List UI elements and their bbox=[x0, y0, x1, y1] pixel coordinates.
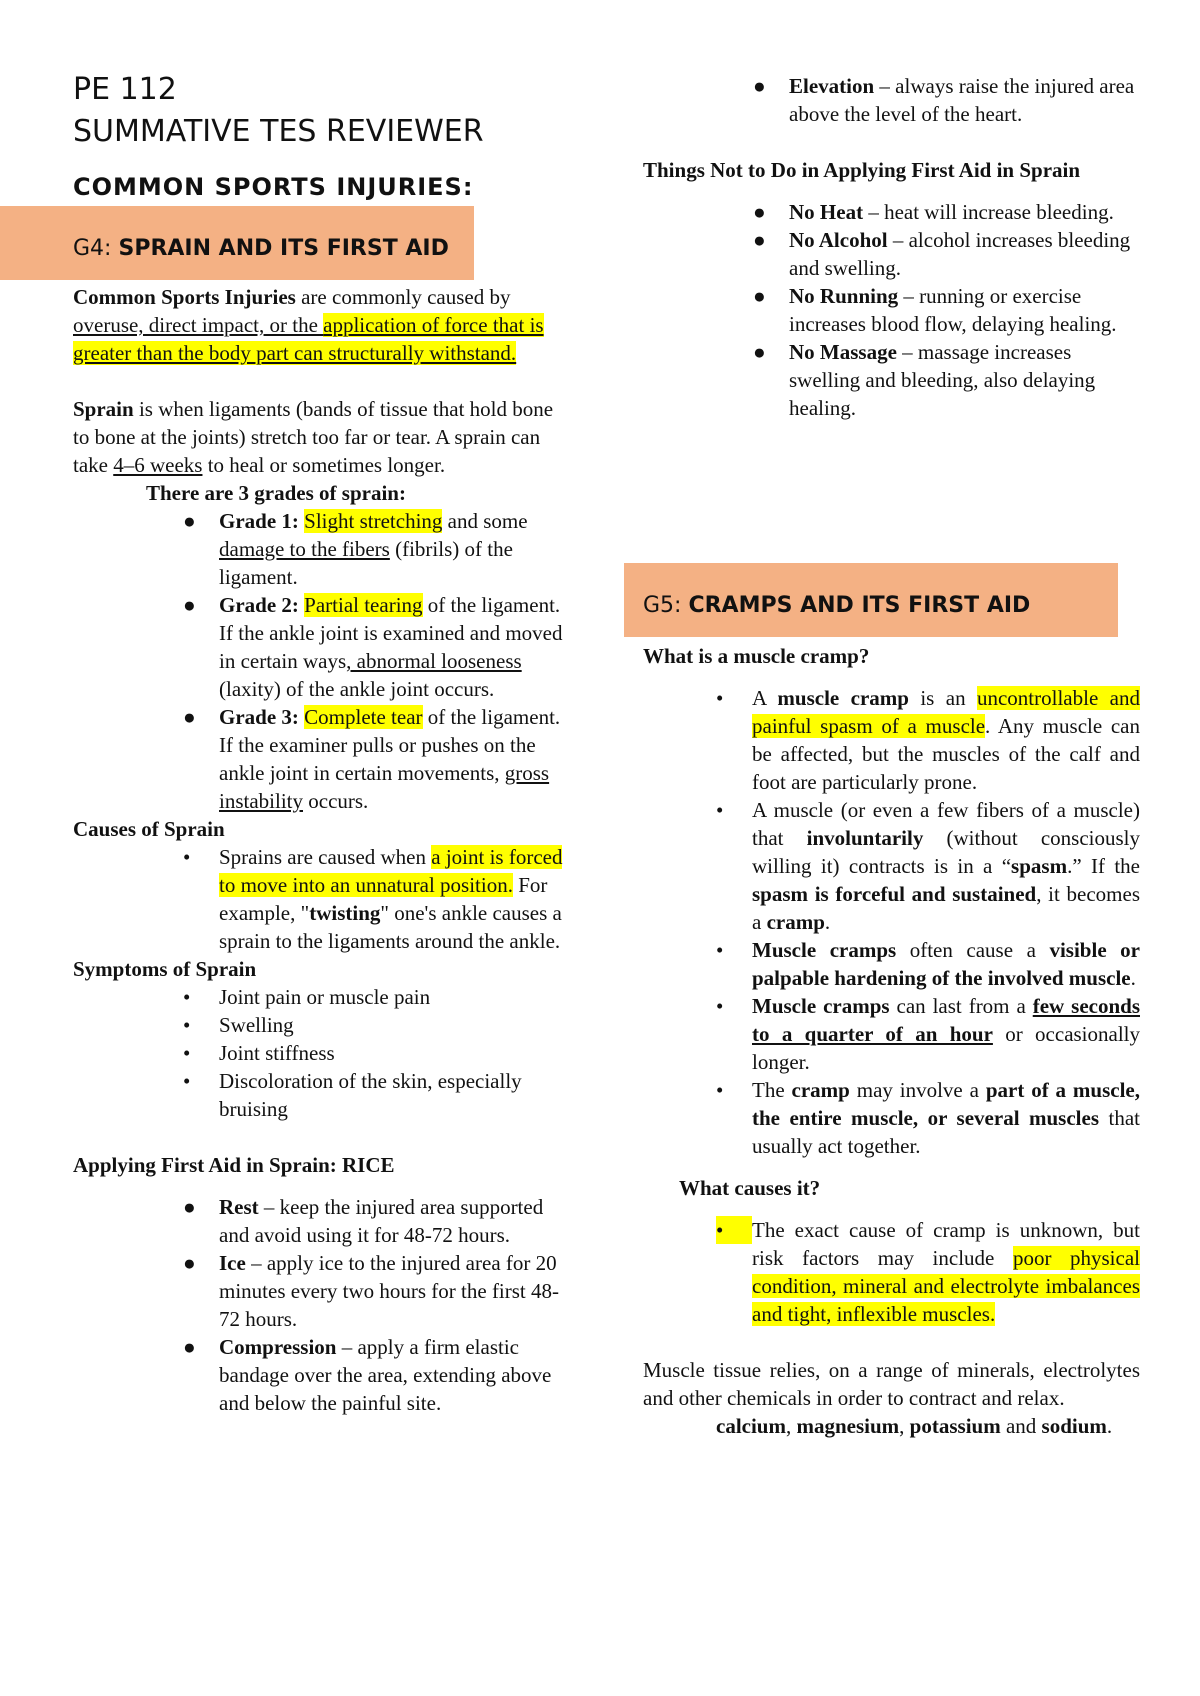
sprain-term: Sprain bbox=[73, 397, 134, 421]
bullet-icon: ● bbox=[753, 200, 766, 224]
bullet-icon: • bbox=[716, 798, 724, 822]
list-item bbox=[753, 282, 1140, 338]
minerals-text: Muscle tissue relies, on a range of minerals, electrolytes and other chemicals in order to contract and relax. bbox=[643, 1358, 1140, 1410]
cramp-bold: Muscle cramps bbox=[752, 994, 890, 1018]
symptoms-heading bbox=[73, 955, 565, 983]
grade-highlight: Partial tearing bbox=[304, 593, 423, 617]
causes-heading bbox=[73, 815, 565, 843]
cramp-bold: involuntarily bbox=[806, 826, 924, 850]
bullet-icon: ● bbox=[183, 509, 196, 533]
cramp-text: (without consciously willing it) contracts is in a “ bbox=[752, 826, 1140, 878]
cramp-bold: muscle cramp bbox=[777, 686, 909, 710]
g5-tag: G5: bbox=[643, 593, 682, 618]
not-list bbox=[753, 198, 1140, 422]
bullet-icon: ● bbox=[183, 705, 196, 729]
g5-body bbox=[643, 642, 1140, 1440]
grades-list bbox=[183, 507, 565, 815]
g4-tag: G4: bbox=[73, 236, 112, 261]
rice-desc: – apply a firm elastic bandage over the area, extending above and below the painful site. bbox=[219, 1335, 552, 1415]
grade-highlight: Slight stretching bbox=[304, 509, 443, 533]
cramp-bold: spasm bbox=[1011, 854, 1068, 878]
mineral-sep: , bbox=[899, 1414, 910, 1438]
right-column bbox=[643, 72, 1140, 422]
list-item bbox=[716, 936, 1140, 992]
list-item bbox=[753, 198, 1140, 226]
bullet-icon: ● bbox=[753, 228, 766, 252]
sprain-duration: 4–6 weeks bbox=[113, 453, 203, 477]
list-item bbox=[183, 1193, 565, 1249]
cramp-text: . Any muscle can be affected, but the muscles of the calf and foot are particularly prone. bbox=[752, 714, 1140, 794]
minerals-list bbox=[643, 1412, 1140, 1440]
list-item bbox=[183, 983, 565, 1011]
list-item bbox=[716, 992, 1140, 1076]
causes-heading-g5 bbox=[679, 1174, 1140, 1202]
cramp-causes-list bbox=[716, 1216, 1140, 1328]
rice-desc: – always raise the injured area above the level of the heart. bbox=[789, 74, 1135, 126]
what-heading bbox=[643, 642, 1140, 670]
list-item bbox=[716, 796, 1140, 936]
grade-label: Grade 3: bbox=[219, 705, 299, 729]
causes-heading-text: Causes of Sprain bbox=[73, 817, 225, 841]
bullet-icon: ● bbox=[753, 74, 766, 98]
cramp-text: or occasionally longer. bbox=[752, 1022, 1141, 1074]
intro-paragraph bbox=[73, 283, 565, 367]
grade-label: Grade 2: bbox=[219, 593, 299, 617]
cause-highlight: poor physical condition, mineral and electrolyte imbalances and tight, inflexible muscles. bbox=[752, 1246, 1140, 1326]
causes-text-3: " one's ankle causes a sprain to the ligaments around the ankle. bbox=[219, 901, 562, 953]
cramp-text: , it becomes a bbox=[752, 882, 1141, 934]
rice-desc: – keep the injured area supported and avoid using it for 48-72 hours. bbox=[219, 1195, 544, 1247]
mineral-name: magnesium bbox=[796, 1414, 900, 1438]
not-term: No Massage bbox=[789, 340, 897, 364]
grade-highlight: Complete tear bbox=[304, 705, 423, 729]
not-desc: – massage increases swelling and bleeding, also delaying healing. bbox=[789, 340, 1096, 420]
grade-text-end: (laxity) of the ankle joint occurs. bbox=[219, 677, 495, 701]
list-item bbox=[183, 1011, 565, 1039]
g4-heading bbox=[73, 236, 449, 261]
bullet-icon: • bbox=[183, 1069, 191, 1093]
rice-list-continued bbox=[753, 72, 1140, 128]
mineral-sep: and bbox=[1000, 1414, 1042, 1438]
causes-bold: twisting bbox=[309, 901, 381, 925]
symptom-text: Swelling bbox=[219, 1013, 294, 1037]
causes-heading-g5-text: What causes it? bbox=[679, 1176, 821, 1200]
bullet-icon: • bbox=[716, 938, 724, 962]
not-heading bbox=[643, 156, 1140, 184]
cramp-bold: part of a muscle, the entire muscle, or several muscles bbox=[752, 1078, 1141, 1130]
rice-term: Rest bbox=[219, 1195, 259, 1219]
cramp-bold: spasm is forceful and sustained bbox=[752, 882, 1037, 906]
cramp-text: .” If the bbox=[1067, 854, 1140, 878]
symptom-text: Joint pain or muscle pain bbox=[219, 985, 431, 1009]
cramp-text: A muscle (or even a few fibers of a muscle) that bbox=[752, 798, 1140, 850]
not-desc: – running or exercise increases blood flow, delaying healing. bbox=[789, 284, 1117, 336]
grade-underlined: damage to the fibers bbox=[219, 537, 390, 561]
causes-highlight: a joint is forced to move into an unnatural position. bbox=[219, 845, 563, 897]
rice-list bbox=[183, 1193, 565, 1417]
grades-heading-text: There are 3 grades of sprain: bbox=[146, 481, 406, 505]
sprain-definition bbox=[73, 395, 565, 479]
cramp-bold: Muscle cramps bbox=[752, 938, 897, 962]
cramp-highlight: uncontrollable and painful spasm of a muscle bbox=[752, 686, 1140, 738]
list-item bbox=[183, 1249, 565, 1333]
grade-text: of the ligament. If the examiner pulls or pushes on the ankle joint in certain movements, bbox=[219, 705, 561, 785]
g5-title: CRAMPS AND ITS FIRST AID bbox=[688, 593, 1031, 618]
symptom-text: Discoloration of the skin, especially bruising bbox=[219, 1069, 522, 1121]
intro-lead: Common Sports Injuries bbox=[73, 285, 296, 309]
grade-text-end: occurs. bbox=[303, 789, 369, 813]
cramp-text: may involve a bbox=[849, 1078, 986, 1102]
sprain-text: is when ligaments (bands of tissue that hold bone to bone at the joints) stretch too far or tear. A sprain can take bbox=[73, 397, 554, 477]
bullet-icon: • bbox=[716, 1078, 724, 1102]
course-code: PE 112 bbox=[73, 72, 177, 107]
bullet-icon: ● bbox=[183, 1251, 196, 1275]
bullet-icon: • bbox=[183, 1013, 191, 1037]
bullet-icon: ● bbox=[183, 593, 196, 617]
g4-title: SPRAIN AND ITS FIRST AID bbox=[118, 236, 449, 261]
bullet-icon: ● bbox=[183, 1195, 196, 1219]
symptoms-heading-text: Symptoms of Sprain bbox=[73, 957, 257, 981]
mineral-sep: . bbox=[1106, 1414, 1113, 1438]
cramp-bold: cramp bbox=[791, 1078, 850, 1102]
bullet-icon: • bbox=[716, 1216, 752, 1244]
g5-heading-band bbox=[624, 563, 1118, 637]
not-desc: – heat will increase bleeding. bbox=[863, 200, 1114, 224]
intro-highlight: application of force that is greater than the body part can structurally withstand. bbox=[73, 313, 544, 365]
cause-text: The exact cause of cramp is unknown, but risk factors may include bbox=[752, 1218, 1140, 1270]
causes-text: Sprains are caused when bbox=[219, 845, 432, 869]
sprain-text-end: to heal or sometimes longer. bbox=[202, 453, 446, 477]
page-title: SUMMATIVE TES REVIEWER bbox=[73, 114, 484, 149]
list-item bbox=[753, 72, 1140, 128]
not-term: No Running bbox=[789, 284, 899, 308]
grade-text: of the ligament. If the ankle joint is examined and moved in certain ways bbox=[219, 593, 563, 673]
rice-desc: – apply ice to the injured area for 20 minutes every two hours for the first 48-72 hours. bbox=[219, 1251, 560, 1331]
grade-label: Grade 1: bbox=[219, 509, 299, 533]
rice-heading bbox=[73, 1151, 565, 1179]
list-item bbox=[183, 591, 565, 703]
g5-heading bbox=[643, 593, 1030, 618]
cramp-text: The bbox=[752, 1078, 792, 1102]
bullet-icon: • bbox=[183, 1041, 191, 1065]
grades-heading bbox=[146, 479, 565, 507]
grade-text-end: (fibrils) of the ligament. bbox=[219, 537, 513, 589]
mineral-name: sodium bbox=[1041, 1414, 1107, 1438]
list-item bbox=[183, 507, 565, 591]
symptoms-list bbox=[183, 983, 565, 1123]
list-item bbox=[183, 703, 565, 815]
intro-text: are commonly caused by bbox=[295, 285, 511, 309]
g4-heading-band bbox=[0, 206, 474, 280]
not-heading-text: Things Not to Do in Applying First Aid in Sprain bbox=[643, 158, 1081, 182]
mineral-name: calcium bbox=[716, 1414, 786, 1438]
cramp-text: is an bbox=[908, 686, 977, 710]
bullet-icon: ● bbox=[183, 1335, 196, 1359]
list-item bbox=[183, 843, 565, 955]
what-heading-text: What is a muscle cramp? bbox=[643, 644, 870, 668]
cramp-text: . bbox=[824, 910, 831, 934]
not-term: No Heat bbox=[789, 200, 864, 224]
rice-term: Elevation bbox=[789, 74, 875, 98]
bullet-icon: • bbox=[183, 845, 191, 869]
rice-heading-text: Applying First Aid in Sprain: RICE bbox=[73, 1153, 395, 1177]
list-item bbox=[716, 1076, 1140, 1160]
list-item bbox=[716, 684, 1140, 796]
g4-body bbox=[73, 283, 565, 1417]
grade-underlined: gross instability bbox=[219, 761, 550, 813]
intro-underlined: overuse, direct impact, or the bbox=[73, 313, 324, 337]
causes-text-2: For example, " bbox=[219, 873, 548, 925]
cramp-bold: visible or palpable hardening of the involved muscle bbox=[752, 938, 1141, 990]
rice-term: Compression bbox=[219, 1335, 337, 1359]
bullet-icon: ● bbox=[753, 284, 766, 308]
cramp-text: that usually act together. bbox=[752, 1106, 1140, 1158]
list-item bbox=[183, 1333, 565, 1417]
bullet-icon: • bbox=[716, 994, 724, 1018]
symptom-text: Joint stiffness bbox=[219, 1041, 335, 1065]
minerals-paragraph bbox=[643, 1356, 1140, 1412]
bullet-icon: ● bbox=[753, 340, 766, 364]
rice-term: Ice bbox=[219, 1251, 246, 1275]
bullet-icon: • bbox=[716, 686, 724, 710]
mineral-name: potassium bbox=[909, 1414, 1001, 1438]
grade-text: and some bbox=[442, 509, 528, 533]
grade-underlined: , abnormal looseness bbox=[346, 649, 522, 673]
mineral-sep: , bbox=[785, 1414, 797, 1438]
cramp-text: often cause a bbox=[896, 938, 1050, 962]
cramp-text: . bbox=[1130, 966, 1136, 990]
cramp-text: can last from a bbox=[889, 994, 1033, 1018]
bullet-icon: • bbox=[183, 985, 191, 1009]
cramp-text: A bbox=[752, 686, 778, 710]
section-title: COMMON SPORTS INJURIES: bbox=[73, 173, 474, 201]
not-desc: – alcohol increases bleeding and swelling. bbox=[789, 228, 1131, 280]
not-term: No Alcohol bbox=[789, 228, 888, 252]
list-item bbox=[753, 338, 1140, 422]
list-item bbox=[716, 1216, 1140, 1328]
cramp-bold-underlined: few seconds to a quarter of an hour bbox=[752, 994, 1140, 1046]
list-item bbox=[753, 226, 1140, 282]
cramp-list bbox=[716, 684, 1140, 1160]
causes-list bbox=[183, 843, 565, 955]
cramp-bold: cramp bbox=[766, 910, 825, 934]
list-item bbox=[183, 1067, 565, 1123]
list-item bbox=[183, 1039, 565, 1067]
